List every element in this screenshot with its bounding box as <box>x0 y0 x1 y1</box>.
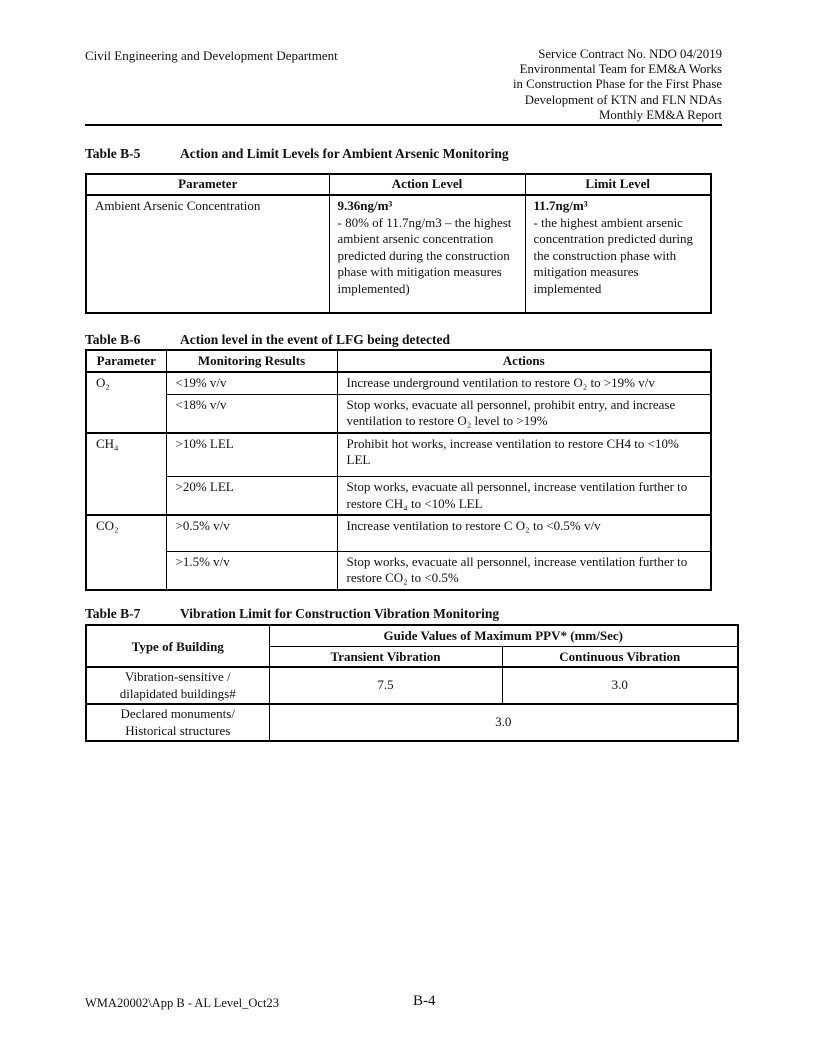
header-line: Environmental Team for EM&A Works <box>519 62 722 77</box>
building-line: dilapidated buildings# <box>119 685 236 701</box>
table-b7-group-header: Guide Values of Maximum PPV* (mm/Sec) <box>269 625 738 646</box>
header-line: Service Contract No. NDO 04/2019 <box>538 47 722 61</box>
footer-filename: WMA20002\App B - AL Level_Oct23 <box>85 996 279 1010</box>
header-line: Monthly EM&A Report <box>599 107 722 122</box>
building-line: Declared monuments/ <box>120 706 235 721</box>
table-b6-result: >20% LEL <box>166 477 337 516</box>
table-b5-col-limit-level: Limit Level <box>525 174 711 195</box>
table-b6-action: Stop works, evacuate all personnel, increase ventilation further to restore CO₂ to <0.5% <box>337 551 711 590</box>
table-b6-caption: Action level in the event of LFG being detected <box>180 332 450 347</box>
limit-level-desc: - the highest ambient arsenic concentration predicted during the construction phase with mitigation measures implemented <box>533 214 694 296</box>
table-b5-title <box>85 146 509 162</box>
table-b5-cell-parameter: Ambient Arsenic Concentration <box>86 195 329 313</box>
table-b6-label: Table B-6 <box>85 332 141 347</box>
table-b7-title <box>85 606 499 622</box>
table-b6-result: >0.5% v/v <box>166 515 337 551</box>
table-b5-cell-action <box>329 195 525 313</box>
table-b6-action: Stop works, evacuate all personnel, increase ventilation further to restore CH₄ to <10% LEL <box>337 477 711 516</box>
action-level-desc: - 80% of 11.7ng/m3 – the highest ambient arsenic concentration predicted during the construction phase with mitigation measures implemented) <box>337 214 512 296</box>
table-b6-col-parameter: Parameter <box>86 350 166 372</box>
building-line: Historical structures <box>125 722 231 738</box>
table-b6-result: >10% LEL <box>166 433 337 477</box>
table-b7-col-continuous: Continuous Vibration <box>502 646 738 667</box>
table-b6-action: Prohibit hot works, increase ventilation to restore CH4 to <10% LEL <box>337 433 711 477</box>
table-b6-result: <18% v/v <box>166 394 337 433</box>
table-b6-action: Stop works, evacuate all personnel, prohibit entry, and increase ventilation to restore O₂ level to >19% <box>337 394 711 433</box>
header-line: Development of KTN and FLN NDAs <box>524 92 722 107</box>
limit-level-value: 11.7ng/m³ <box>533 198 588 213</box>
header-contract-block <box>513 47 722 123</box>
table-b5 <box>85 173 712 314</box>
header-department: Civil Engineering and Development Department <box>85 48 338 63</box>
table-b6-title <box>85 332 450 348</box>
table-b5-caption: Action and Limit Levels for Ambient Arsenic Monitoring <box>180 146 509 161</box>
table-b6 <box>85 349 712 591</box>
table-b7-building <box>86 667 269 704</box>
table-b7-building <box>86 704 269 741</box>
table-b5-col-parameter: Parameter <box>86 174 329 195</box>
table-b6-result: >1.5% v/v <box>166 551 337 590</box>
table-b6-action: Increase underground ventilation to restore O₂ to >19% v/v <box>337 372 711 394</box>
table-b7-col-building: Type of Building <box>86 625 269 667</box>
table-b5-cell-limit <box>525 195 711 313</box>
footer-page-number: B-4 <box>413 993 436 1009</box>
table-b7-transient-value: 7.5 <box>269 667 502 704</box>
building-line: Vibration-sensitive / <box>124 669 231 684</box>
table-b6-param-co2: CO₂ <box>86 515 166 590</box>
table-b6-action: Increase ventilation to restore C O₂ to <0.5% v/v <box>337 515 711 551</box>
table-b5-col-action-level: Action Level <box>329 174 525 195</box>
table-b6-param-o2: O₂ <box>86 372 166 433</box>
header-rule <box>85 124 722 126</box>
table-b6-result: <19% v/v <box>166 372 337 394</box>
table-b6-col-actions: Actions <box>337 350 711 372</box>
action-level-value: 9.36ng/m³ <box>337 198 393 213</box>
table-b7 <box>85 624 739 742</box>
table-b7-col-transient: Transient Vibration <box>269 646 502 667</box>
table-b7-merged-value: 3.0 <box>269 704 738 741</box>
header-line: in Construction Phase for the First Phase <box>513 77 722 92</box>
table-b7-caption: Vibration Limit for Construction Vibration Monitoring <box>180 606 500 621</box>
table-b5-label: Table B-5 <box>85 146 141 161</box>
table-b7-continuous-value: 3.0 <box>502 667 738 704</box>
table-b6-param-ch4: CH₄ <box>86 433 166 516</box>
table-b7-label: Table B-7 <box>85 606 141 621</box>
table-b6-col-results: Monitoring Results <box>166 350 337 372</box>
